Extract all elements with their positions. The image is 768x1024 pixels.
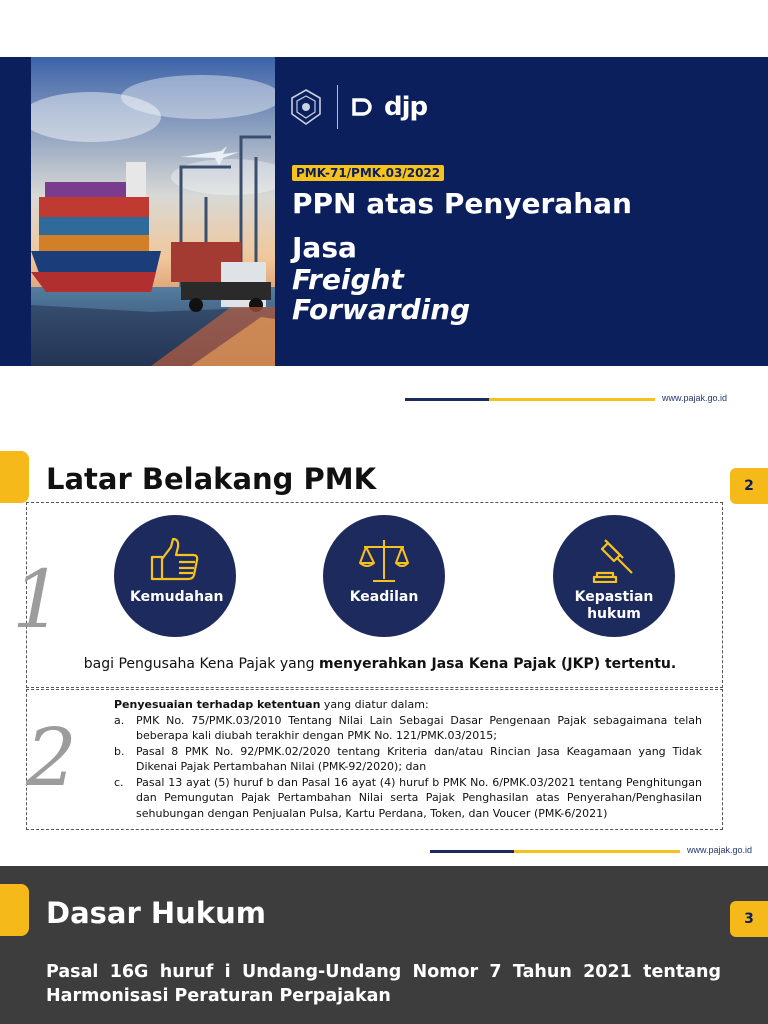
subtitle-bold: menyerahkan Jasa Kena Pajak (JKP) tertentu.: [318, 656, 677, 672]
list-marker: b.: [114, 744, 125, 758]
footer-website: www.pajak.go.id: [662, 393, 728, 403]
djp-mark-icon: [350, 96, 372, 118]
logo-group: [287, 85, 427, 129]
principles-subtitle: [60, 656, 700, 673]
slide-3-background: [0, 866, 768, 1024]
page-number-badge: 2: [730, 468, 768, 504]
cover-title-line4: Forwarding: [292, 293, 471, 326]
page-number-badge: 3: [730, 901, 768, 937]
cover-title-line2: Jasa: [292, 231, 357, 264]
adjustment-intro: [114, 697, 702, 713]
section-2-number: 2: [26, 711, 77, 804]
adjustment-list: [114, 697, 702, 821]
list-text: Pasal 8 PMK No. 92/PMK.02/2020 tentang Kriteria dan/atau Rincian Jasa Keagamaan yang Tidak Dikenai Pajak Pertambahan Nilai (PMK-92/2020); dan: [136, 744, 702, 773]
list-text: Pasal 13 ayat (5) huruf b dan Pasal 16 ayat (4) huruf b PMK No. 6/PMK.03/2021 tentang Penghitungan dan Pemungutan Pajak Pertambahan Nilai serta Pajak Penghasilan atas Penyerahan/Penghasilan sehubungan dengan Penjualan Pulsa, Kartu Perdana, Token, dan Voucer (PMK-6/2021): [136, 775, 702, 820]
subtitle-prefix: bagi Pengusaha Kena Pajak yang: [83, 656, 319, 672]
list-item: [114, 744, 702, 775]
list-text: PMK No. 75/PMK.03/2010 Tentang Nilai Lain Sebagai Dasar Pengenaan Pajak sebagaimana telah beberapa kali diubah terakhir dengan PMK No. 121/PMK.03/2015;: [136, 713, 702, 742]
slide-title: Dasar Hukum: [46, 896, 266, 930]
thumbs-up-icon: [149, 537, 201, 583]
principle-kemudahan: [114, 515, 236, 637]
regulation-tag: PMK-71/PMK.03/2022: [292, 165, 444, 181]
slide-1-cover: [0, 0, 768, 420]
list-marker: c.: [114, 775, 124, 789]
slide-title: Latar Belakang PMK: [46, 462, 377, 496]
cover-photo-logistics: [31, 57, 275, 366]
list-marker: a.: [114, 713, 125, 727]
djp-logo-text: djp: [384, 92, 428, 122]
gavel-icon: [588, 537, 640, 583]
principle-keadilan: [323, 515, 445, 637]
cover-banner: [0, 57, 768, 366]
list-item: [114, 775, 702, 822]
logistics-illustration: [31, 57, 275, 366]
footer-line-yellow: [489, 398, 655, 401]
footer-website: www.pajak.go.id: [687, 845, 753, 855]
principle-kepastian-hukum: [553, 515, 675, 637]
adjustment-bold: Penyesuaian terhadap ketentuan: [114, 698, 321, 711]
title-accent-tab: [0, 884, 29, 936]
cover-title-line3: Freight: [292, 263, 404, 296]
kemenkeu-emblem-icon: [287, 88, 325, 126]
principle-label: Kemudahan: [130, 589, 224, 605]
legal-basis-text: Pasal 16G huruf i Undang-Undang Nomor 7 Tahun 2021 tentang Harmonisasi Peraturan Perpajakan: [46, 962, 721, 1006]
slide-2-background: [0, 420, 768, 866]
scales-icon: [358, 537, 410, 583]
footer-line-navy: [405, 398, 489, 401]
principle-label: Kepastian hukum: [574, 589, 654, 622]
cover-title: [292, 187, 632, 325]
title-accent-tab: [0, 451, 29, 503]
footer-line-navy: [430, 850, 514, 853]
list-item: [114, 713, 702, 744]
principle-label: Keadilan: [349, 589, 419, 605]
section-1-number: 1: [12, 553, 63, 646]
adjustment-rest: yang diatur dalam:: [320, 698, 429, 711]
cover-title-line1: PPN atas Penyerahan: [292, 187, 632, 220]
logo-divider: [337, 85, 338, 129]
footer-line-yellow: [514, 850, 680, 853]
adjustment-items: [114, 713, 702, 822]
